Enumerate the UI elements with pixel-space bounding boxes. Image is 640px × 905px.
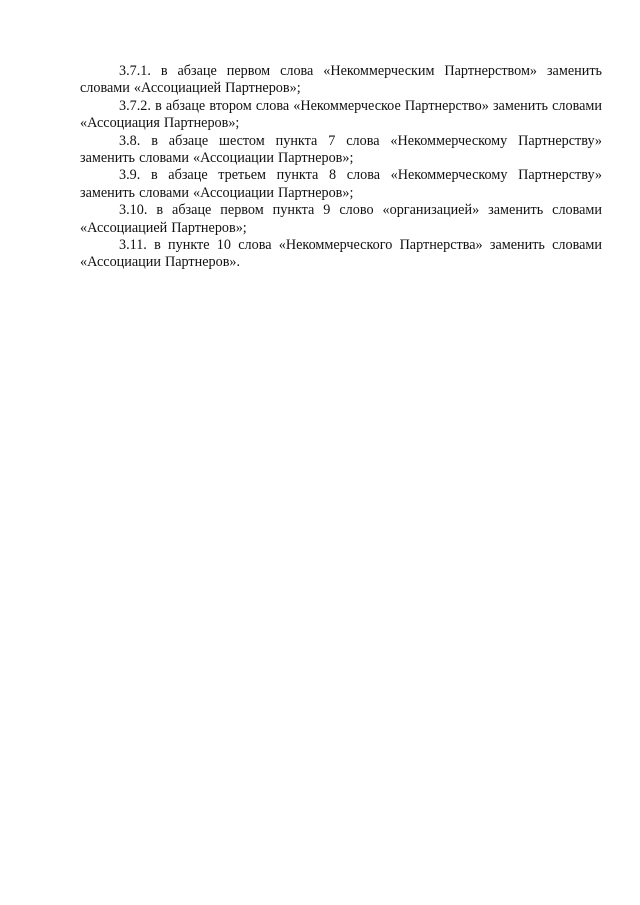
paragraph-3-7-1: 3.7.1. в абзаце первом слова «Некоммерческим Партнерством» заменить словами «Ассоциацией Партнеров»; — [80, 63, 602, 97]
paragraph-3-10: 3.10. в абзаце первом пункта 9 слово «организацией» заменить словами «Ассоциацией Партнеров»; — [80, 202, 602, 236]
amendments-list — [80, 63, 602, 272]
paragraph-3-9: 3.9. в абзаце третьем пункта 8 слова «Некоммерческому Партнерству» заменить словами «Ассоциации Партнеров»; — [80, 167, 602, 201]
paragraph-3-8: 3.8. в абзаце шестом пункта 7 слова «Некоммерческому Партнерству» заменить словами «Ассоциации Партнеров»; — [80, 132, 602, 167]
paragraph-3-11: 3.11. в пункте 10 слова «Некоммерческого Партнерства» заменить словами «Ассоциации Партнеров». — [80, 237, 602, 271]
paragraph-3-7-2: 3.7.2. в абзаце втором слова «Некоммерческое Партнерство» заменить словами «Ассоциация Партнеров»; — [80, 97, 602, 132]
